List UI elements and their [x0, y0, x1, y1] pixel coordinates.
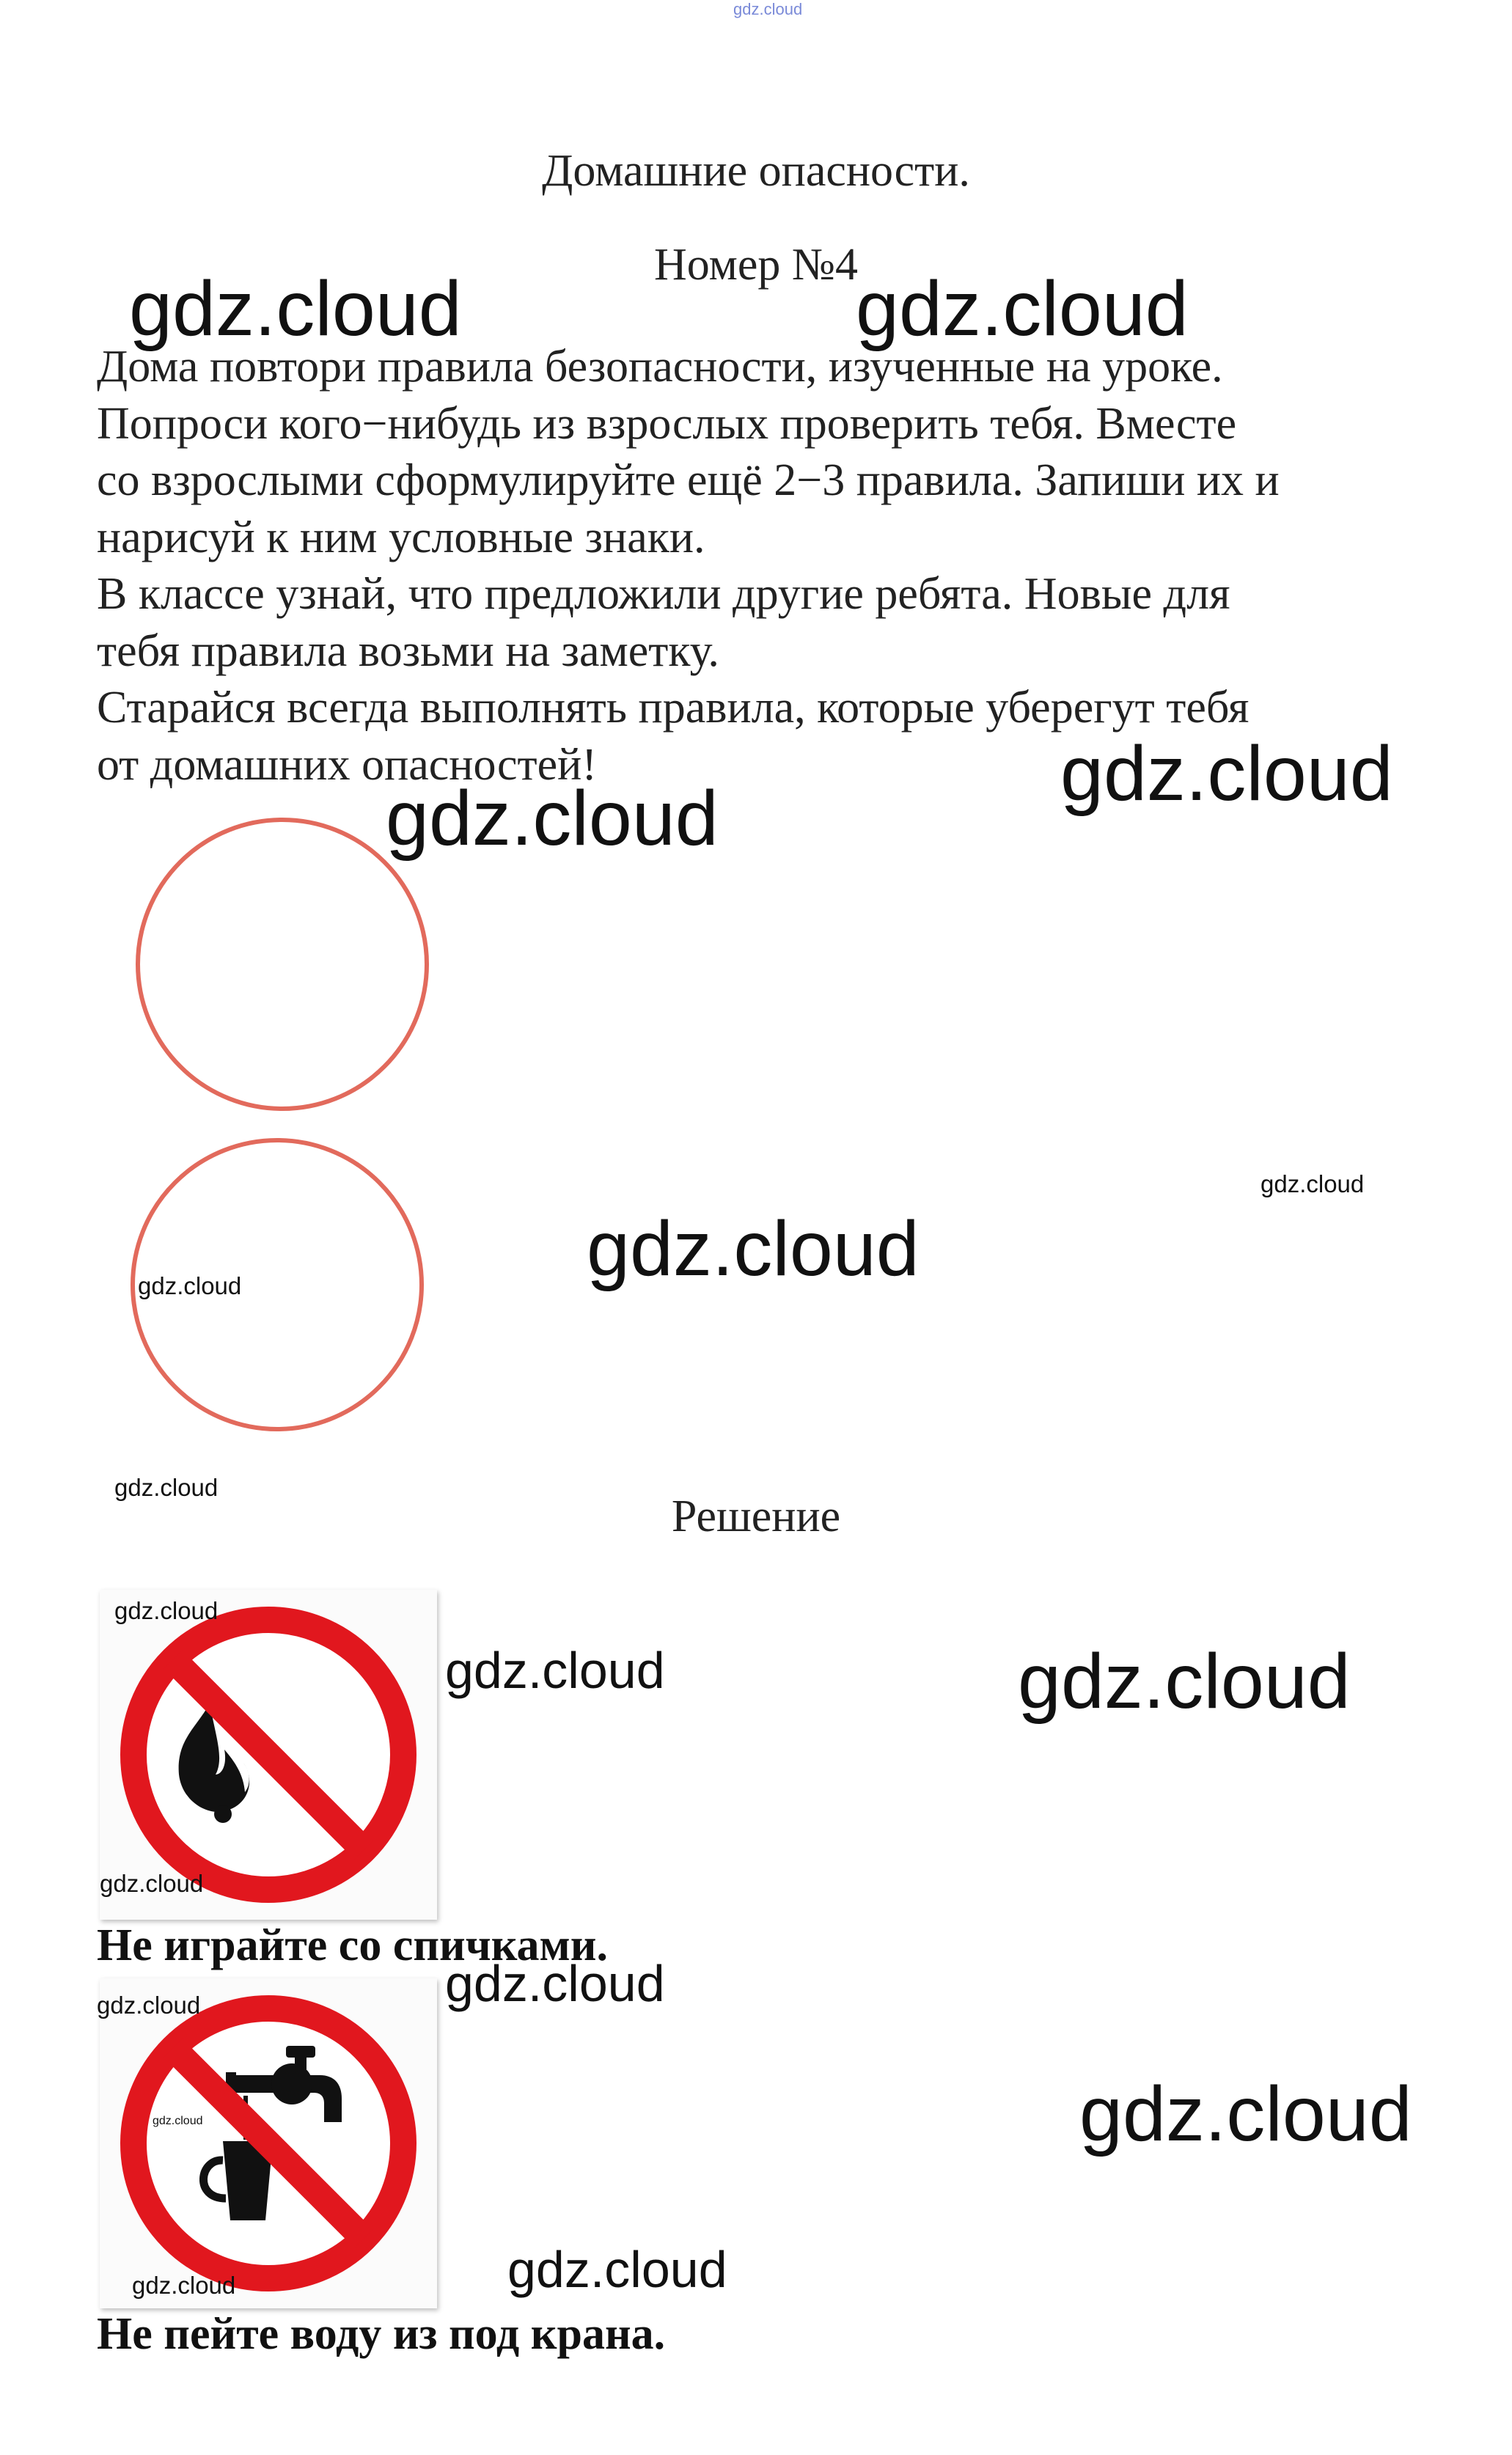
task-line: Попроси кого−нибудь из взрослых проверить тебя. Вместе: [97, 398, 1237, 449]
page-title: Домашние опасности.: [542, 146, 970, 196]
watermark: gdz.cloud: [100, 1870, 204, 1897]
watermark: gdz.cloud: [445, 1955, 665, 2012]
empty-sign-circle: [136, 818, 429, 1111]
watermark: gdz.cloud: [138, 1272, 242, 1299]
site-mark: gdz.cloud: [733, 0, 803, 18]
task-line: от домашних опасностей!: [97, 739, 597, 790]
no-tap-water-sign-icon: [100, 1978, 437, 2308]
watermark: gdz.cloud: [153, 2115, 203, 2127]
rule-caption: Не играйте со спичками.: [97, 1920, 608, 1970]
task-line: со взрослыми сформулируйте ещё 2−3 правила. Запиши их и: [97, 455, 1280, 505]
task-line: В классе узнай, что предложили другие ребята. Новые для: [97, 569, 1230, 619]
watermark: gdz.cloud: [114, 1474, 219, 1501]
task-text: [97, 339, 1453, 793]
watermark: gdz.cloud: [587, 1206, 920, 1292]
task-line: тебя правила возьми на заметку.: [97, 625, 719, 676]
rule-caption: Не пейте воду из под крана.: [97, 2309, 666, 2359]
task-line: нарисуй к ним условные знаки.: [97, 512, 705, 562]
watermark: gdz.cloud: [856, 265, 1189, 352]
watermark: gdz.cloud: [386, 775, 719, 862]
task-line: Дома повтори правила безопасности, изученные на уроке.: [97, 342, 1223, 392]
watermark: gdz.cloud: [97, 1992, 201, 2019]
watermark: gdz.cloud: [1060, 730, 1393, 817]
watermark: gdz.cloud: [114, 1597, 219, 1624]
watermark: gdz.cloud: [129, 265, 462, 352]
task-line: Старайся всегда выполнять правила, которые уберегут тебя: [97, 683, 1249, 733]
watermark: gdz.cloud: [507, 2241, 727, 2298]
task-number: Номер №4: [653, 240, 858, 290]
watermark: gdz.cloud: [1260, 1170, 1365, 1197]
watermark: gdz.cloud: [1018, 1638, 1351, 1725]
no-tap-water-sign: [100, 1978, 437, 2308]
watermark: gdz.cloud: [445, 1642, 665, 1699]
watermark: gdz.cloud: [132, 2272, 236, 2299]
solution-heading: Решение: [671, 1491, 841, 1541]
watermark: gdz.cloud: [1079, 2071, 1412, 2157]
